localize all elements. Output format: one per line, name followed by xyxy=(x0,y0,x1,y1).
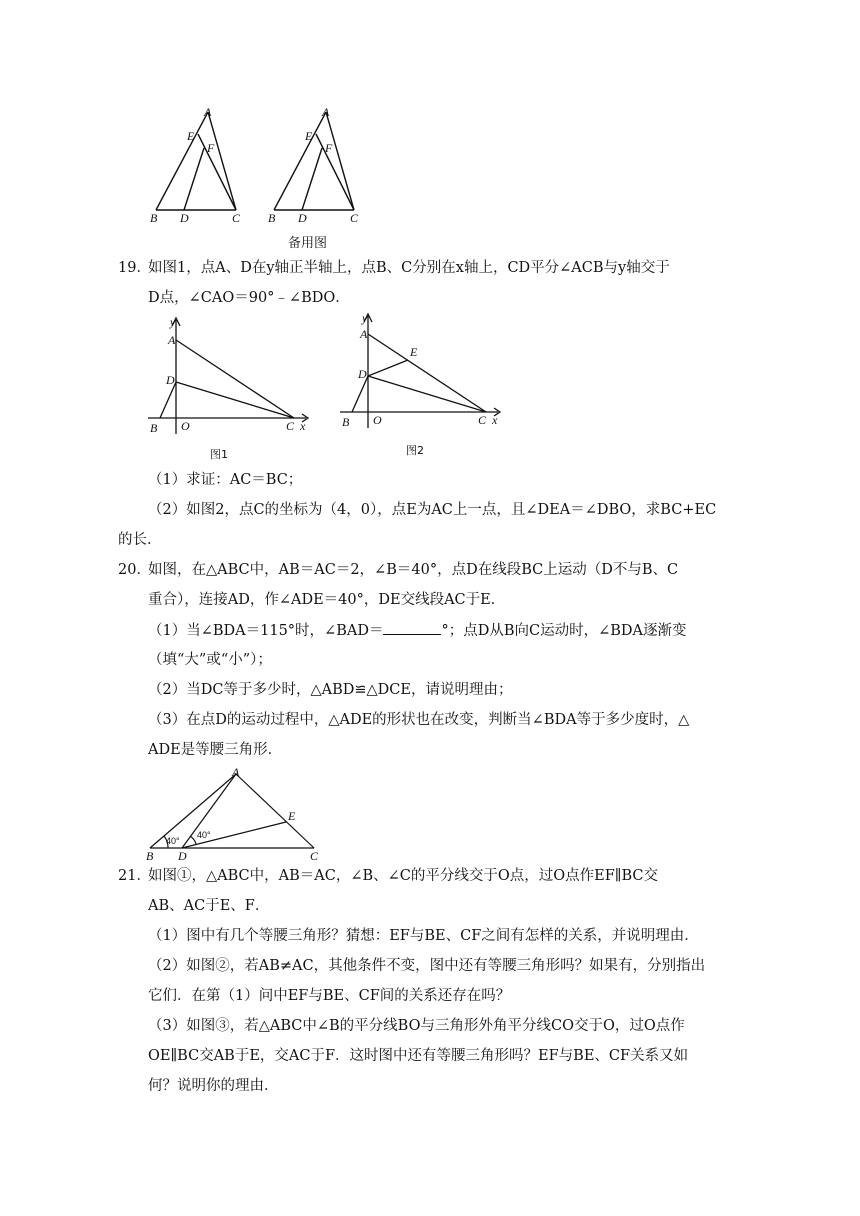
label-e: E xyxy=(305,129,313,143)
label-d: D xyxy=(178,849,187,863)
q18-figure-caption: 备用图 xyxy=(288,236,328,251)
q19-figure-1 xyxy=(146,314,316,464)
label-x: x xyxy=(492,413,498,427)
q20-number: 20． xyxy=(118,562,151,578)
q19-stem-2: D点，∠CAO＝90°﹣∠BDO． xyxy=(148,290,350,306)
label-x: x xyxy=(300,419,306,433)
q21-stem-1: 如图①，△ABC中，AB＝AC，∠B、∠C的平分线交于O点，过O点作EF∥BC交 xyxy=(148,868,659,884)
label-c: C xyxy=(478,413,487,427)
label-o: O xyxy=(373,413,382,427)
label-a: A xyxy=(322,105,330,119)
q20-stem-1: 如图，在△ABC中，AB＝AC＝2，∠B＝40°，点D在线段BC上运动（D不与B、C xyxy=(148,562,679,578)
label-a: A xyxy=(204,105,212,119)
label-b: B xyxy=(268,211,276,225)
segment-de xyxy=(368,360,408,376)
label-e: E xyxy=(187,129,195,143)
worksheet-page: A E F B D C A E F B D C 备用图 19． 如图1，点A、D在y轴正半轴上，点B、C分别在x轴上，CD平分∠ACB与y轴交于 D点，∠CAO＝90°﹣∠BDO． y A D B O C x 图1 y A E D B O C x 图2 （1）求证：AC＝BC； （2）如图2，点C的坐标为（4，0），点E为AC上一点，且∠DEA＝∠DBO，求BC+EC 的长． 20． 如图，在△ABC中，AB＝AC＝2，∠B＝40°，点D在线段BC上运动（D不与B、C 重合），连接AD，作∠ADE＝40°，DE交线段AC于E． （1）当∠BDA＝115°时，∠BAD＝ °；点D从B向C运动时，∠BDA逐渐变 （填“大”或“小”）； （2）当DC等于多少时，△ABD≌△DCE，请说明理由； （3）在点D的运动过程中，△ADE的形状也在改变，判断当∠BDA等于多少度时，△ ADE是等腰三角形． A E B D C 40° 40° 21． 如图①，△ABC中，AB＝AC，∠B、∠C的平分线交于O点，过O点作EF∥BC交 AB、AC于E、F． （1）图中有几个等腰三角形？猜想：EF与BE、CF之间有怎样的关系，并说明理由． （2）如图②，若AB≠AC，其他条件不变，图中还有等腰三角形吗？如果有，分别指出 它们．在第（1）问中EF与BE、CF间的关系还存在吗？ （3）如图③，若△ABC中∠B的平分线BO与三角形外角平分线CO交于O，过O点作 OE∥BC交AB于E，交AC于F．这时图中还有等腰三角形吗？EF与BE、CF关系又如 何？说明你的理由． xyxy=(118,105,717,1094)
segment-ac xyxy=(236,774,314,848)
angle-label-b: 40° xyxy=(166,836,180,846)
label-o: O xyxy=(181,419,190,433)
segment-fd xyxy=(184,148,204,210)
q18-figure-left xyxy=(148,104,248,224)
q21-number: 21． xyxy=(118,868,151,884)
segment-ab xyxy=(150,774,236,848)
angle-ade-arc xyxy=(190,836,196,844)
q19-figure-2 xyxy=(338,308,508,458)
label-d: D xyxy=(180,211,189,225)
label-b: B xyxy=(342,415,350,429)
q19-stem-1: 如图1，点A、D在y轴正半轴上，点B、C分别在x轴上，CD平分∠ACB与y轴交于 xyxy=(148,260,670,276)
label-d: D xyxy=(358,367,367,381)
label-b: B xyxy=(146,849,154,863)
segment-db xyxy=(160,382,176,418)
q20-figure xyxy=(144,764,334,864)
label-b: B xyxy=(150,211,158,225)
q18-figure-right xyxy=(266,104,366,224)
label-c: C xyxy=(310,849,319,863)
q21-stem-2: AB、AC于E、F． xyxy=(148,898,270,914)
angle-label-ade: 40° xyxy=(197,830,211,840)
label-a: A xyxy=(168,333,176,347)
label-y: y xyxy=(170,315,176,329)
label-f: F xyxy=(325,141,333,155)
segment-dc xyxy=(176,382,294,418)
label-c: C xyxy=(286,419,295,433)
label-e: E xyxy=(288,809,296,823)
label-b: B xyxy=(150,421,158,435)
label-d: D xyxy=(298,211,307,225)
label-c: C xyxy=(350,211,359,225)
label-f: F xyxy=(207,141,215,155)
figure-2-caption: 图2 xyxy=(406,444,424,457)
answer-blank[interactable] xyxy=(383,620,441,635)
label-a: A xyxy=(360,327,368,341)
q19-number: 19． xyxy=(118,260,151,276)
segment-ac xyxy=(176,340,294,418)
label-d: D xyxy=(166,373,175,387)
label-e: E xyxy=(410,345,418,359)
q20-stem-2: 重合），连接AD，作∠ADE＝40°，DE交线段AC于E． xyxy=(148,592,506,608)
label-y: y xyxy=(362,311,368,325)
figure-1-caption: 图1 xyxy=(210,448,228,461)
label-a: A xyxy=(232,765,240,779)
label-c: C xyxy=(232,211,241,225)
